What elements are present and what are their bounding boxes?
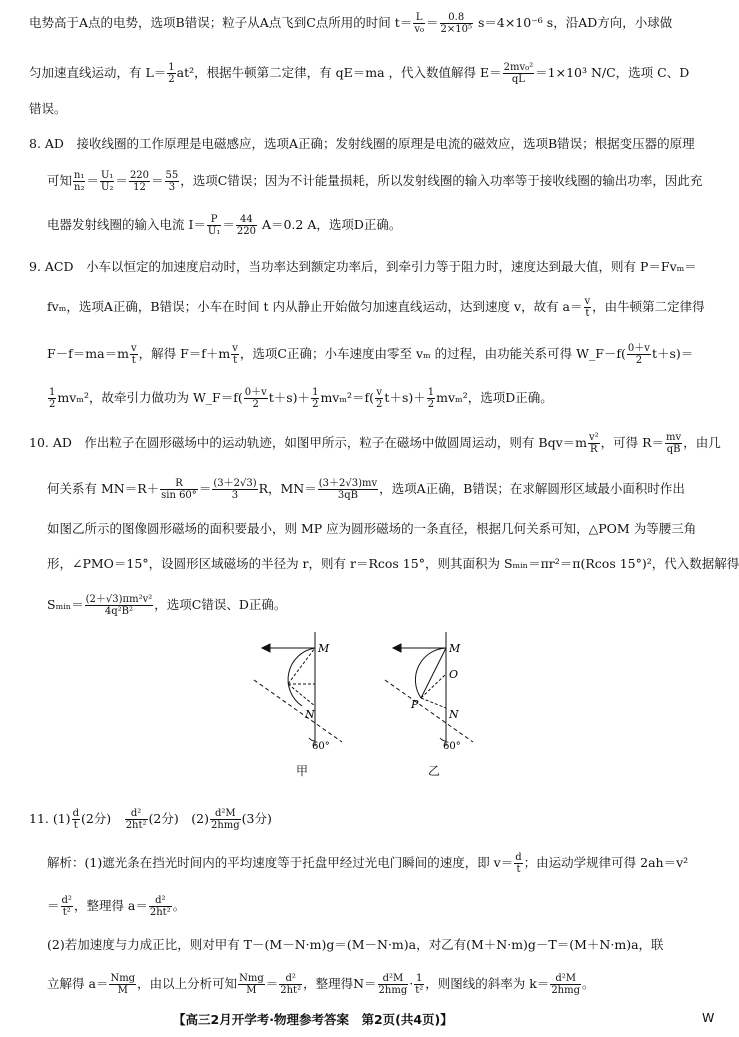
p10-line2 <box>47 478 685 501</box>
label-m: M <box>318 642 330 655</box>
p10-line1 <box>29 432 721 455</box>
fraction: $\frac{\text{Nmg}}{M}$ <box>239 973 264 996</box>
p9-line3 <box>47 343 693 366</box>
p8-line2 <box>47 170 702 193</box>
label-angle: 60° <box>443 741 461 752</box>
p11-line3 <box>47 895 185 918</box>
fraction: $\frac{\text{d²M}}{\text{2hmg}}$ <box>210 808 240 831</box>
text: ，整理得 a＝ <box>73 898 148 913</box>
fraction: $\frac{220}{12}$ <box>129 170 150 193</box>
text: ，由以上分析可知 <box>137 976 238 991</box>
text: 可知 <box>47 173 73 188</box>
fraction: $\frac{\text{d²M}}{\text{2hmg}}$ <box>551 973 580 996</box>
text: ＝ <box>198 481 212 496</box>
text: fvₘ，选项A正确，B错误；小车在时间 t 内从静止开始做匀加速直线运动，达到速度 v，故有 a＝ <box>47 299 583 314</box>
text: at²，根据牛顿第二定律，有 qE＝ma ，代入数值解得 E＝ <box>176 65 502 80</box>
fraction: $\frac{d}{t}$ <box>515 852 522 875</box>
text: ，选项C正确；小车速度由零至 vₘ 的过程，由功能关系可得 W_F－f( <box>239 346 626 361</box>
text: ，由几 <box>683 435 721 450</box>
fraction: $\frac{1}{2}$ <box>49 387 56 410</box>
text: (2分) (2) <box>148 811 209 826</box>
text: Sₘᵢₙ＝ <box>47 597 84 612</box>
fraction: $\frac{\text{Nmg}}{M}$ <box>110 973 136 996</box>
text: ＝ <box>265 976 279 991</box>
text: · <box>409 976 414 991</box>
text: 何关系有 MN＝R＋ <box>47 481 160 496</box>
text: 。 <box>172 898 186 913</box>
text: A＝0.2 A，选项D正确。 <box>257 217 402 232</box>
fraction: $\frac{\text{d²M}}{\text{2hmg}}$ <box>378 973 408 996</box>
text: ＝ <box>222 217 235 232</box>
fraction: $\frac{0.8}{\text{2×10⁵}}$ <box>440 12 472 35</box>
text: F－f＝ma＝m <box>47 346 129 361</box>
fraction: $\frac{44}{220}$ <box>236 214 256 237</box>
trajectory-arc <box>288 648 315 706</box>
text: ＝ <box>115 173 128 188</box>
text: t＋s)＋ <box>268 390 311 405</box>
fraction: $\frac{\text{U₁}}{\text{U₂}}$ <box>100 170 114 193</box>
text: 。 <box>582 976 595 991</box>
figure-yi <box>383 628 483 753</box>
fraction: $\frac{55}{3}$ <box>165 170 179 193</box>
label-o: O <box>449 668 459 681</box>
text: mvₘ²，选项D正确。 <box>436 390 553 405</box>
footer-code: W <box>702 1010 715 1025</box>
text: ，选项C错误、D正确。 <box>154 597 287 612</box>
fraction: $\frac{0+v}{2}$ <box>627 343 650 366</box>
label-p: P <box>411 698 419 711</box>
figure-jia <box>252 628 352 753</box>
p8-line1: 8. AD 接收线圈的工作原理是电磁感应，选项A正确；发射线圈的原理是电流的磁效应，选项B错误；根据变压器的原理 <box>29 136 695 151</box>
text: 11. (1) <box>29 811 71 826</box>
arrow-head <box>262 644 270 652</box>
fraction: $\frac{R}{\sin 60^\circ}$ <box>161 478 197 501</box>
text: ，选项A正确，B错误；在求解圆形区域最小面积时作出 <box>379 481 685 496</box>
fraction: $\frac{L}{\text{v₀}}$ <box>414 12 424 35</box>
text: t＋s)＝ <box>651 346 694 361</box>
text: 立解得 a＝ <box>47 976 109 991</box>
fraction: $\frac{1}{\text{t²}}$ <box>415 973 424 996</box>
text: ，可得 R＝ <box>600 435 665 450</box>
fraction: $\frac{v}{t}$ <box>232 343 238 366</box>
fraction: $\frac{\text{d²}}{\text{t²}}$ <box>61 895 72 918</box>
label-n: N <box>305 708 315 721</box>
fraction: $\frac{\text{v²}}{R}$ <box>588 432 599 455</box>
label-m: M <box>449 642 461 655</box>
p11-line5 <box>47 973 595 996</box>
fraction: $\frac{(3+2√3)mv}{3qB}$ <box>318 478 378 501</box>
p7-line2 <box>29 62 689 85</box>
text: ，整理得N＝ <box>303 976 377 991</box>
text: mvₘ²，故牵引力做功为 W_F＝f( <box>57 390 243 405</box>
p11-line2 <box>47 852 688 875</box>
p11-line1 <box>29 808 272 831</box>
fraction: $\frac{v}{t}$ <box>130 343 137 366</box>
fraction: $\frac{\text{(2＋√3)πm²v²}}{\text{4q²B²}}$ <box>85 594 153 617</box>
text: ，由牛顿第二定律得 <box>592 299 705 314</box>
p10-line4: 形，∠PMO＝15°，设圆形区域磁场的半径为 r，则有 r＝Rcos 15°，则其面积为 Sₘᵢₙ＝πr²＝π(Rcos 15°)²，代入数据解得 <box>47 556 739 571</box>
text: 电势高于A点的电势，选项B错误；粒子从A点飞到C点所用的时间 t＝ <box>29 15 413 30</box>
label-angle: 60° <box>312 741 330 752</box>
text: ＝ <box>47 898 60 913</box>
label-n: N <box>449 708 459 721</box>
text: s＝4×10⁻⁶ s，沿AD方向，小球做 <box>473 15 673 30</box>
dashed-exit-line <box>385 680 473 742</box>
text: ＝ <box>151 173 164 188</box>
text: (3分) <box>241 811 272 826</box>
text: t＋s)＋ <box>384 390 426 405</box>
fraction: $\frac{P}{\text{U₁}}$ <box>207 214 221 237</box>
text: ＝ <box>86 173 99 188</box>
fraction: $\frac{v}{2}$ <box>376 387 383 410</box>
p9-line2 <box>47 296 705 319</box>
text: 解析：(1)遮光条在挡光时间内的平均速度等于托盘甲经过光电门瞬间的速度，即 v＝ <box>47 855 514 870</box>
fraction: $\frac{\text{d²}}{\text{2ht²}}$ <box>125 808 147 831</box>
trajectory-arc <box>415 648 446 698</box>
text: ；由运动学规律可得 2ah＝v² <box>523 855 689 870</box>
caption-jia: 甲 <box>296 764 309 778</box>
text: 10. AD 作出粒子在圆形磁场中的运动轨迹，如图甲所示，粒子在磁场中做圆周运动，则有 Bqv＝m <box>29 435 587 450</box>
p7-line3: 错误。 <box>29 101 67 116</box>
dashed-exit-line <box>254 680 342 742</box>
text: ，则图线的斜率为 k＝ <box>425 976 550 991</box>
fraction: $\frac{mv}{qB}$ <box>666 432 682 455</box>
fraction: $\frac{v}{t}$ <box>584 296 591 319</box>
caption-yi: 乙 <box>428 764 441 778</box>
fraction: $\frac{d}{t}$ <box>72 808 79 831</box>
text: (2分) <box>80 811 124 826</box>
fraction: $\frac{(3+2√3)}{3}$ <box>213 478 257 501</box>
fraction: $\frac{1}{2}$ <box>427 387 435 410</box>
p9-line1: 9. ACD 小车以恒定的加速度启动时，当功率达到额定功率后，到牵引力等于阻力时，速度达到最大值，则有 P＝Fvₘ＝ <box>29 259 697 274</box>
fraction: $\frac{\text{2mv₀²}}{qL}$ <box>503 62 534 85</box>
footer-title: 【高三2月开学考·物理参考答案 第2页(共4页)】 <box>173 1012 453 1027</box>
text: ＝ <box>425 15 439 30</box>
p8-line3 <box>47 214 401 237</box>
p10-line3: 如图乙所示的图像圆形磁场的面积要最小，则 MP 应为圆形磁场的一条直径，根据几何关系可知，△POM 为等腰三角 <box>47 521 697 536</box>
fraction: $\frac{\text{d²}}{\text{2ht²}}$ <box>149 895 171 918</box>
text: ，解得 F＝f＋m <box>138 346 231 361</box>
fraction: $\frac{1}{2}$ <box>312 387 319 410</box>
text: 电器发射线圈的输入电流 I＝ <box>47 217 206 232</box>
text: ＝1×10³ N/C，选项 C、D <box>535 65 690 80</box>
text: R，MN＝ <box>258 481 317 496</box>
text: mvₘ²＝f( <box>320 390 375 405</box>
fraction: $\frac{\text{n₁}}{\text{n₂}}$ <box>74 170 85 193</box>
p11-line4: (2)若加速度与力成正比，则对甲有 T－(M－N·m)g＝(M－N·m)a，对乙有(M＋N·m)g－T＝(M＋N·m)a，联 <box>47 937 664 952</box>
fraction: $\frac{1}{2}$ <box>168 62 175 85</box>
text: ，选项C错误；因为不计能量损耗，所以发射线圈的输入功率等于接收线圈的输出功率，因此充 <box>180 173 703 188</box>
p10-line5 <box>47 594 286 617</box>
p9-line4 <box>47 387 553 410</box>
fraction: $\frac{\text{d²}}{\text{2ht²}}$ <box>280 973 302 996</box>
arrow-head <box>393 644 401 652</box>
p7-line1 <box>29 12 672 35</box>
text: 匀加速直线运动，有 L＝ <box>29 65 167 80</box>
fraction: $\frac{0+v}{2}$ <box>244 387 267 410</box>
